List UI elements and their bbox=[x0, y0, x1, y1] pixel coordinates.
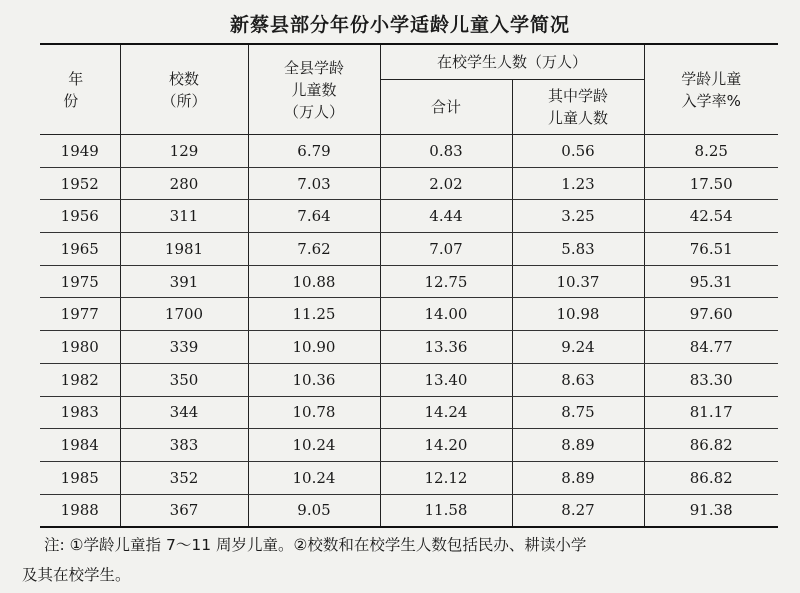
header-students-group-label: 在校学生人数（万人） bbox=[436, 53, 587, 71]
cell-rate: 84.77 bbox=[644, 331, 778, 364]
table-body bbox=[40, 135, 778, 528]
cell-schools: 1981 bbox=[120, 233, 248, 266]
cell-year: 1980 bbox=[40, 331, 120, 364]
cell-school-age: 10.98 bbox=[512, 298, 644, 331]
cell-rate: 91.38 bbox=[644, 494, 778, 527]
table-row bbox=[40, 331, 778, 364]
header-schools bbox=[120, 44, 248, 135]
cell-children: 9.05 bbox=[248, 494, 380, 527]
cell-year: 1956 bbox=[40, 200, 120, 233]
cell-rate: 97.60 bbox=[644, 298, 778, 331]
cell-schools: 280 bbox=[120, 167, 248, 200]
cell-schools: 383 bbox=[120, 429, 248, 462]
cell-year: 1988 bbox=[40, 494, 120, 527]
cell-year: 1952 bbox=[40, 167, 120, 200]
cell-year: 1983 bbox=[40, 396, 120, 429]
table-title: 新蔡县部分年份小学适龄儿童入学简况 bbox=[229, 14, 570, 36]
cell-total: 7.07 bbox=[380, 233, 512, 266]
cell-total: 12.75 bbox=[380, 265, 512, 298]
cell-year: 1949 bbox=[40, 135, 120, 168]
cell-school-age: 10.37 bbox=[512, 265, 644, 298]
header-children-line2: 儿童数 bbox=[291, 80, 337, 99]
cell-children: 10.24 bbox=[248, 461, 380, 494]
cell-schools: 352 bbox=[120, 461, 248, 494]
cell-total: 14.00 bbox=[380, 298, 512, 331]
footnote-line1: 注: ①学龄儿童指 7～11 周岁儿童。②校数和在校学生人数包括民办、耕读小学 bbox=[44, 536, 587, 554]
header-year bbox=[40, 44, 120, 135]
header-schools-line2: （所） bbox=[161, 91, 207, 110]
cell-children: 10.36 bbox=[248, 363, 380, 396]
table-row bbox=[40, 494, 778, 527]
header-children bbox=[248, 44, 380, 135]
cell-schools: 129 bbox=[120, 135, 248, 168]
cell-rate: 83.30 bbox=[644, 363, 778, 396]
cell-total: 14.24 bbox=[380, 396, 512, 429]
cell-children: 6.79 bbox=[248, 135, 380, 168]
cell-children: 10.78 bbox=[248, 396, 380, 429]
header-children-line1: 全县学龄 bbox=[283, 58, 344, 77]
cell-rate: 8.25 bbox=[644, 135, 778, 168]
cell-year: 1982 bbox=[40, 363, 120, 396]
cell-total: 2.02 bbox=[380, 167, 512, 200]
cell-schools: 311 bbox=[120, 200, 248, 233]
cell-total: 13.36 bbox=[380, 331, 512, 364]
cell-schools: 344 bbox=[120, 396, 248, 429]
cell-rate: 42.54 bbox=[644, 200, 778, 233]
header-total-label: 合计 bbox=[430, 98, 461, 116]
header-rate-line1: 学龄儿童 bbox=[681, 69, 742, 88]
table-row bbox=[40, 461, 778, 494]
table-row bbox=[40, 265, 778, 298]
table-row bbox=[40, 429, 778, 462]
footnote bbox=[22, 530, 792, 590]
cell-rate: 17.50 bbox=[644, 167, 778, 200]
cell-total: 11.58 bbox=[380, 494, 512, 527]
cell-school-age: 3.25 bbox=[512, 200, 644, 233]
table-row bbox=[40, 396, 778, 429]
footnote-line2: 及其在校学生。 bbox=[22, 566, 131, 584]
cell-children: 11.25 bbox=[248, 298, 380, 331]
cell-total: 12.12 bbox=[380, 461, 512, 494]
cell-year: 1977 bbox=[40, 298, 120, 331]
cell-year: 1984 bbox=[40, 429, 120, 462]
header-students-group bbox=[380, 44, 644, 80]
cell-rate: 86.82 bbox=[644, 429, 778, 462]
header-rate bbox=[644, 44, 778, 135]
cell-rate: 95.31 bbox=[644, 265, 778, 298]
header-school-age-line2: 儿童人数 bbox=[547, 109, 608, 127]
cell-rate: 86.82 bbox=[644, 461, 778, 494]
table-row bbox=[40, 167, 778, 200]
cell-children: 10.24 bbox=[248, 429, 380, 462]
header-children-line3: （万人） bbox=[283, 102, 344, 121]
cell-schools: 350 bbox=[120, 363, 248, 396]
cell-year: 1975 bbox=[40, 265, 120, 298]
cell-children: 7.62 bbox=[248, 233, 380, 266]
cell-children: 10.88 bbox=[248, 265, 380, 298]
cell-schools: 391 bbox=[120, 265, 248, 298]
cell-school-age: 8.27 bbox=[512, 494, 644, 527]
cell-total: 4.44 bbox=[380, 200, 512, 233]
cell-total: 13.40 bbox=[380, 363, 512, 396]
cell-children: 7.64 bbox=[248, 200, 380, 233]
header-school-age-line1: 其中学龄 bbox=[547, 87, 608, 105]
table-row bbox=[40, 363, 778, 396]
cell-total: 14.20 bbox=[380, 429, 512, 462]
table-row bbox=[40, 135, 778, 168]
cell-schools: 367 bbox=[120, 494, 248, 527]
cell-school-age: 9.24 bbox=[512, 331, 644, 364]
header-rate-line2: 入学率% bbox=[681, 91, 741, 110]
cell-school-age: 8.63 bbox=[512, 363, 644, 396]
cell-school-age: 8.89 bbox=[512, 461, 644, 494]
header-year-label: 年 份 bbox=[63, 69, 102, 110]
cell-school-age: 1.23 bbox=[512, 167, 644, 200]
table-row bbox=[40, 233, 778, 266]
cell-children: 7.03 bbox=[248, 167, 380, 200]
cell-year: 1985 bbox=[40, 461, 120, 494]
cell-school-age: 8.89 bbox=[512, 429, 644, 462]
cell-school-age: 0.56 bbox=[512, 135, 644, 168]
cell-school-age: 8.75 bbox=[512, 396, 644, 429]
cell-school-age: 5.83 bbox=[512, 233, 644, 266]
header-school-age bbox=[512, 80, 644, 135]
cell-rate: 76.51 bbox=[644, 233, 778, 266]
table-row bbox=[40, 200, 778, 233]
enrollment-table bbox=[40, 43, 778, 528]
cell-year: 1965 bbox=[40, 233, 120, 266]
cell-schools: 1700 bbox=[120, 298, 248, 331]
header-schools-line1: 校数 bbox=[168, 69, 199, 88]
cell-rate: 81.17 bbox=[644, 396, 778, 429]
cell-schools: 339 bbox=[120, 331, 248, 364]
header-total bbox=[380, 80, 512, 135]
cell-children: 10.90 bbox=[248, 331, 380, 364]
cell-total: 0.83 bbox=[380, 135, 512, 168]
table-row bbox=[40, 298, 778, 331]
